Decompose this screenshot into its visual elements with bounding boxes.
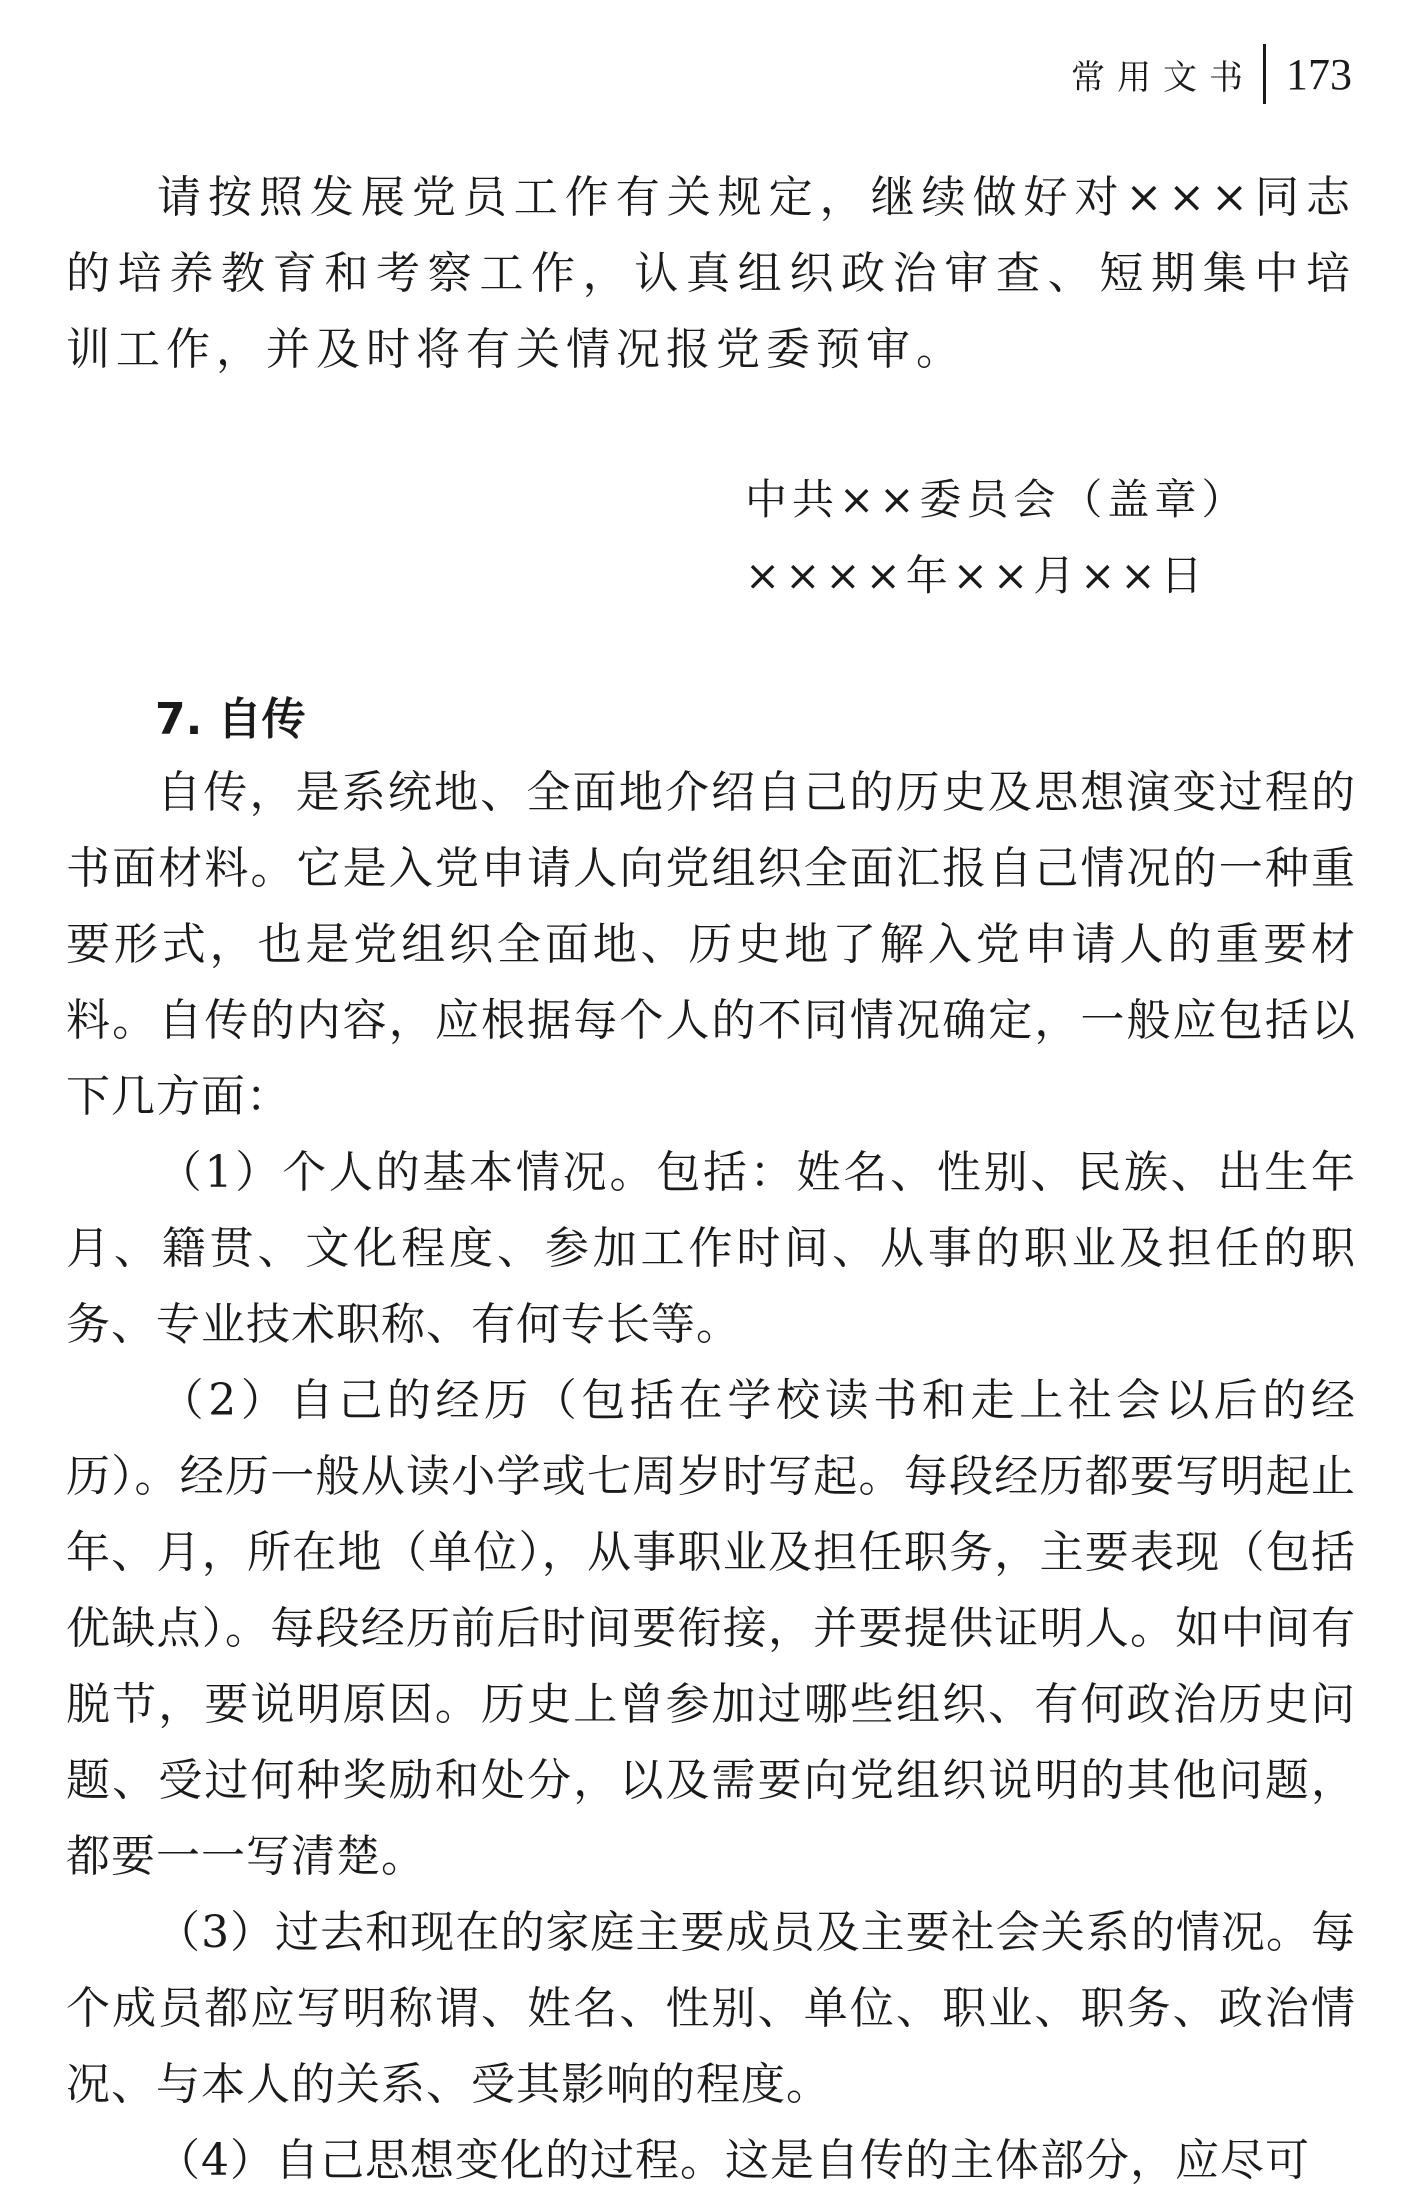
paragraph [66, 1135, 1356, 1363]
body-text [66, 755, 1356, 2199]
page-number: 173 [1286, 49, 1352, 99]
paragraph [66, 1895, 1356, 2123]
paragraph [66, 1363, 1356, 1895]
intro-paragraph-text: 请按照发展党员工作有关规定，继续做好对×××同志的培养教育和考察工作，认真组织政治审查、短期集中培训工作，并及时将有关情况报党委预审。 [66, 172, 1356, 375]
signature-organization: 中共××委员会（盖章） [745, 475, 1249, 524]
paragraph [66, 2123, 1356, 2199]
section-heading: 7. 自传 [155, 694, 306, 745]
section-title: 常用文书 [1071, 57, 1255, 98]
paragraph-text: 自传，是系统地、全面地介绍自己的历史及思想演变过程的书面材料。它是入党申请人向党组织全面汇报自己情况的一种重要形式，也是党组织全面地、历史地了解入党申请人的重要材料。自传的内容，应根据每个人的不同情况确定，一般应包括以下几方面： [66, 767, 1356, 1122]
paragraph-text: （1）个人的基本情况。包括：姓名、性别、民族、出生年月、籍贯、文化程度、参加工作时间、从事的职业及担任的职务、专业技术职称、有何专长等。 [66, 1147, 1356, 1350]
signature-block [745, 462, 1248, 614]
paragraph-text: （3）过去和现在的家庭主要成员及主要社会关系的情况。每个成员都应写明称谓、姓名、性别、单位、职业、职务、政治情况、与本人的关系、受其影响的程度。 [66, 1907, 1356, 2110]
header-divider [1263, 44, 1266, 104]
signature-date: ××××年××月××日 [745, 551, 1208, 600]
intro-paragraph [66, 160, 1356, 388]
running-header [1071, 42, 1352, 106]
paragraph-text: （2）自己的经历（包括在学校读书和走上社会以后的经历）。经历一般从读小学或七周岁时写起。每段经历都要写明起止年、月，所在地（单位），从事职业及担任职务，主要表现（包括优缺点）。每段经历前后时间要衔接，并要提供证明人。如中间有脱节，要说明原因。历史上曾参加过哪些组织、有何政治历史问题、受过何种奖励和处分，以及需要向党组织说明的其他问题，都要一一写清楚。 [66, 1375, 1356, 1882]
paragraph [66, 755, 1356, 1135]
intro-block [66, 160, 1356, 388]
paragraph-text: （4）自己思想变化的过程。这是自传的主体部分，应尽可 [156, 2135, 1310, 2186]
